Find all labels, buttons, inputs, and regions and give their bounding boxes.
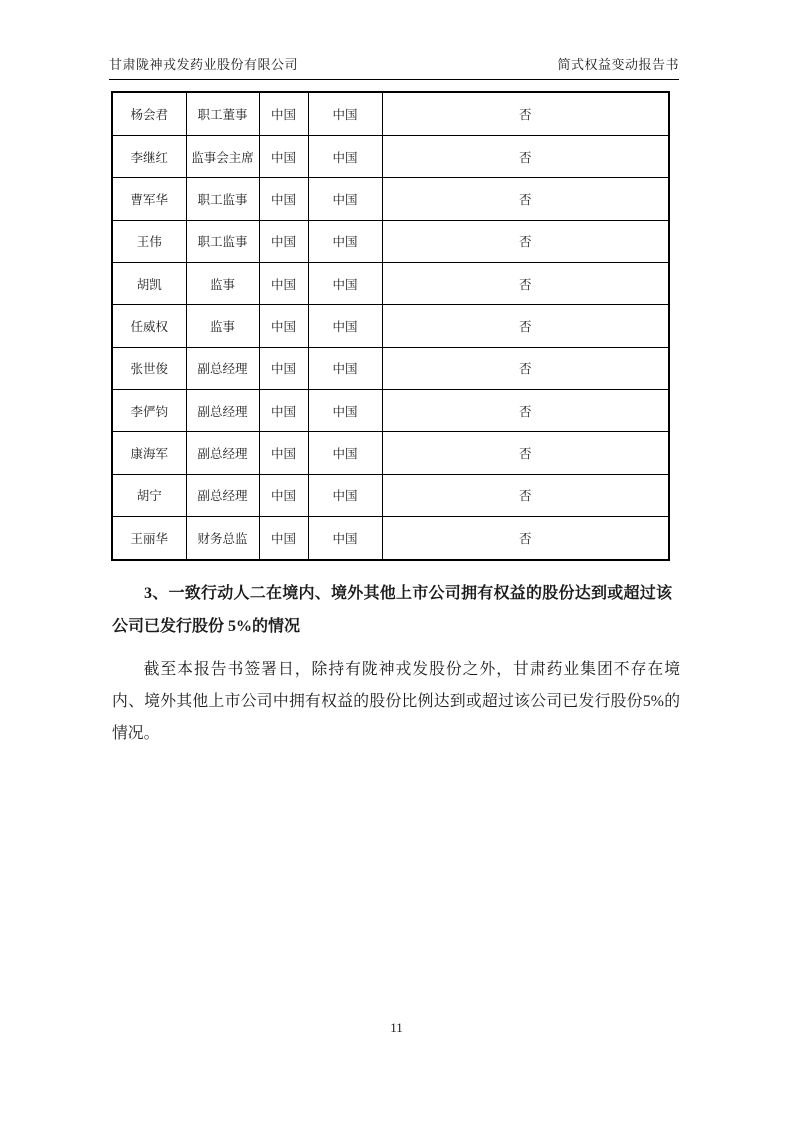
table-cell: 中国 [308,135,382,177]
table-row [112,262,669,304]
table-cell: 监事 [186,262,259,304]
table-cell: 中国 [259,389,308,431]
table-cell: 任威权 [112,305,186,347]
table-cell: 职工监事 [186,178,259,220]
table-cell: 中国 [259,432,308,474]
table-cell: 否 [382,347,669,389]
section-paragraph: 截至本报告书签署日，除持有陇神戎发股份之外，甘肃药业集团不存在境内、境外其他上市公司中拥有权益的股份比例达到或超过该公司已发行股份5%的情况。 [112,661,680,742]
table-cell: 中国 [308,474,382,516]
table-cell: 职工监事 [186,220,259,262]
table-cell: 李继红 [112,135,186,177]
table-cell: 副总经理 [186,432,259,474]
table-cell: 中国 [259,516,308,560]
table-cell: 否 [382,432,669,474]
table-row [112,474,669,516]
table-cell: 杨会君 [112,92,186,135]
table-row [112,92,669,135]
directors-table [111,91,670,561]
table-cell: 否 [382,135,669,177]
table-cell: 否 [382,92,669,135]
table-row [112,305,669,347]
table-cell: 中国 [259,262,308,304]
table-cell: 中国 [308,92,382,135]
table-cell: 否 [382,389,669,431]
table-row [112,347,669,389]
table-cell: 中国 [259,220,308,262]
table-cell: 否 [382,262,669,304]
table-cell: 康海军 [112,432,186,474]
table-cell: 李俨钧 [112,389,186,431]
table-cell: 胡宁 [112,474,186,516]
table-row [112,135,669,177]
table-cell: 王伟 [112,220,186,262]
table-cell: 否 [382,516,669,560]
table-cell: 中国 [259,92,308,135]
table-cell: 财务总监 [186,516,259,560]
table-cell: 监事 [186,305,259,347]
table-cell: 中国 [308,347,382,389]
section-heading: 3、一致行动人二在境内、境外其他上市公司拥有权益的股份达到或超过该公司已发行股份 5%的情况 [112,585,672,635]
table-cell: 中国 [308,516,382,560]
table-cell: 张世俊 [112,347,186,389]
table-cell: 职工董事 [186,92,259,135]
table-row [112,220,669,262]
table-row [112,389,669,431]
table-cell: 否 [382,474,669,516]
table-cell: 中国 [308,389,382,431]
table-cell: 否 [382,178,669,220]
table-cell: 监事会主席 [186,135,259,177]
table-cell: 中国 [308,432,382,474]
table-cell: 中国 [259,135,308,177]
table-cell: 副总经理 [186,389,259,431]
table-row [112,432,669,474]
table-cell: 中国 [308,262,382,304]
table-cell: 王丽华 [112,516,186,560]
table-row [112,178,669,220]
page-header [109,54,679,80]
table-cell: 副总经理 [186,474,259,516]
table-cell: 胡凯 [112,262,186,304]
table-cell: 中国 [259,347,308,389]
table-cell: 曹军华 [112,178,186,220]
table-cell: 中国 [259,305,308,347]
table-cell: 否 [382,220,669,262]
table-row [112,516,669,560]
header-doc-title: 简式权益变动报告书 [557,57,679,72]
table-cell: 中国 [308,305,382,347]
table-cell: 中国 [308,178,382,220]
table-cell: 中国 [308,220,382,262]
header-company-name: 甘肃陇神戎发药业股份有限公司 [109,57,299,72]
table-cell: 中国 [259,474,308,516]
page-number: 11 [390,1020,403,1035]
table-cell: 否 [382,305,669,347]
table-cell: 副总经理 [186,347,259,389]
table-cell: 中国 [259,178,308,220]
